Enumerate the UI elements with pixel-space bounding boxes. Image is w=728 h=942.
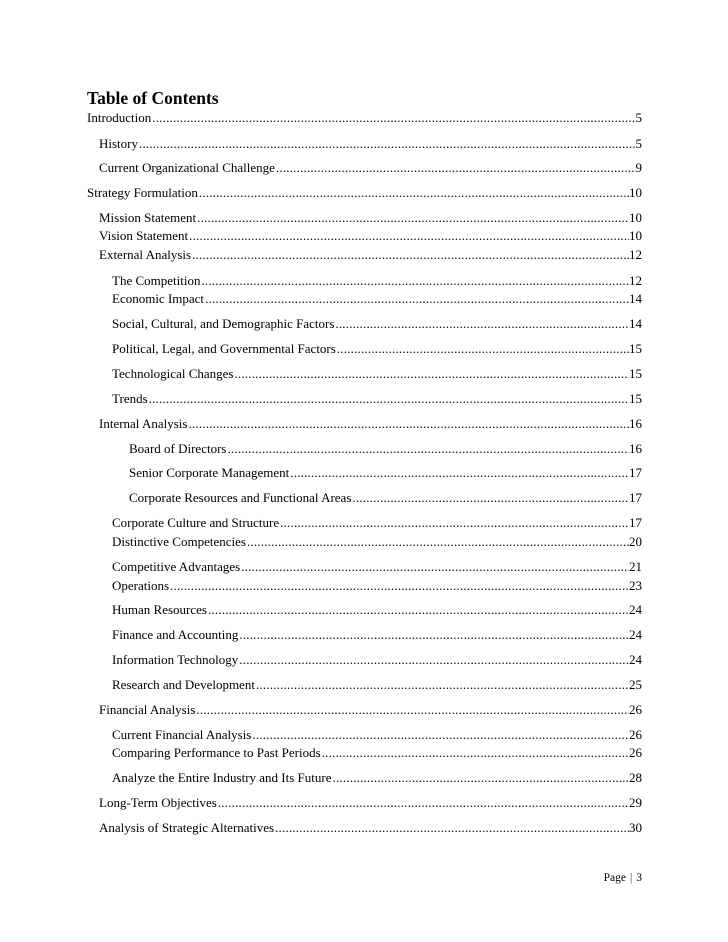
toc-entry-page: 5 <box>635 136 642 151</box>
leader-dots <box>276 160 636 176</box>
toc-entry-page: 5 <box>635 110 642 125</box>
leader-dots <box>208 602 629 618</box>
toc-entry-label: Board of Directors <box>129 441 227 456</box>
toc-entry-page: 17 <box>629 490 642 505</box>
toc-entry-label: Human Resources <box>112 602 207 617</box>
leader-dots <box>335 316 629 332</box>
toc-entry-distinctive-competencies[interactable] <box>112 534 642 550</box>
leader-dots <box>234 366 629 382</box>
toc-entry-page: 12 <box>629 247 642 262</box>
toc-entry-label: External Analysis <box>99 247 192 262</box>
toc-entry-comparing-performance[interactable] <box>112 745 642 761</box>
toc-entry-label: Current Organizational Challenge <box>99 160 275 175</box>
toc-entry-information-technology[interactable] <box>112 652 642 668</box>
toc-entry-page: 26 <box>629 727 642 742</box>
leader-dots <box>199 185 629 201</box>
toc-entry-history[interactable] <box>99 136 642 152</box>
toc-entry-page: 15 <box>629 391 642 406</box>
toc-entry-label: Economic Impact <box>112 291 205 306</box>
leader-dots <box>352 490 629 506</box>
toc-entry-page: 17 <box>629 465 642 480</box>
toc-entry-internal-analysis[interactable] <box>99 416 642 432</box>
leader-dots <box>241 559 629 575</box>
toc-entry-page: 30 <box>629 820 642 835</box>
toc-entry-label: Research and Development <box>112 677 255 692</box>
toc-entry-competitive-advantages[interactable] <box>112 559 642 575</box>
toc-entry-vision-statement[interactable] <box>99 228 642 244</box>
toc-entry-label: Introduction <box>87 110 152 125</box>
leader-dots <box>247 534 629 550</box>
toc-entry-page: 9 <box>635 160 642 175</box>
toc-entry-strategic-alternatives[interactable] <box>99 820 642 836</box>
leader-dots <box>192 247 629 263</box>
toc-entry-social-cultural-demographic[interactable] <box>112 316 642 332</box>
leader-dots <box>252 727 629 743</box>
toc-entry-economic-impact[interactable] <box>112 291 642 307</box>
toc-entry-mission-statement[interactable] <box>99 210 642 226</box>
toc-entry-corporate-culture[interactable] <box>112 515 642 531</box>
toc-entry-label: History <box>99 136 138 151</box>
toc-entry-label: Analyze the Entire Industry and Its Future <box>112 770 332 785</box>
toc-entry-page: 15 <box>629 341 642 356</box>
leader-dots <box>196 702 629 718</box>
leader-dots <box>205 291 629 307</box>
leader-dots <box>227 441 629 457</box>
leader-dots <box>201 273 629 289</box>
toc-entry-label: The Competition <box>112 273 201 288</box>
toc-entry-research-and-development[interactable] <box>112 677 642 693</box>
toc-entry-board-of-directors[interactable] <box>129 441 642 457</box>
toc-entry-trends[interactable] <box>112 391 642 407</box>
leader-dots <box>290 465 629 481</box>
leader-dots <box>322 745 629 761</box>
toc-entry-label: Analysis of Strategic Alternatives <box>99 820 275 835</box>
toc-entry-current-financial-analysis[interactable] <box>112 727 642 743</box>
toc-entry-page: 26 <box>629 702 642 717</box>
toc-entry-label: Social, Cultural, and Demographic Factors <box>112 316 335 331</box>
toc-entry-label: Corporate Culture and Structure <box>112 515 280 530</box>
toc-entry-human-resources[interactable] <box>112 602 642 618</box>
toc-entry-page: 28 <box>629 770 642 785</box>
toc-entry-the-competition[interactable] <box>112 273 642 289</box>
toc-entry-page: 25 <box>629 677 642 692</box>
toc-entry-page: 14 <box>629 291 642 306</box>
toc-entry-page: 20 <box>629 534 642 549</box>
toc-entry-label: Operations <box>112 578 170 593</box>
toc-entry-external-analysis[interactable] <box>99 247 642 263</box>
toc-entry-analyze-entire-industry[interactable] <box>112 770 642 786</box>
toc-entry-finance-and-accounting[interactable] <box>112 627 642 643</box>
toc-entry-page: 23 <box>629 578 642 593</box>
toc-entry-page: 16 <box>629 441 642 456</box>
toc-entry-label: Information Technology <box>112 652 239 667</box>
toc-entry-long-term-objectives[interactable] <box>99 795 642 811</box>
toc-entry-label: Trends <box>112 391 148 406</box>
footer-page-label: Page <box>603 872 626 884</box>
toc-entry-label: Long-Term Objectives <box>99 795 217 810</box>
toc-entry-financial-analysis[interactable] <box>99 702 642 718</box>
toc-entry-label: Mission Statement <box>99 210 197 225</box>
toc-entry-label: Finance and Accounting <box>112 627 239 642</box>
toc-entry-page: 14 <box>629 316 642 331</box>
toc-entry-page: 24 <box>629 652 642 667</box>
leader-dots <box>337 341 629 357</box>
toc-entry-label: Vision Statement <box>99 228 189 243</box>
toc-title: Table of Contents <box>87 88 219 108</box>
toc-entry-page: 26 <box>629 745 642 760</box>
toc-entry-page: 21 <box>629 559 642 574</box>
toc-entry-label: Comparing Performance to Past Periods <box>112 745 321 760</box>
toc-entry-label: Current Financial Analysis <box>112 727 252 742</box>
leader-dots <box>152 110 635 126</box>
toc-entry-label: Technological Changes <box>112 366 234 381</box>
leader-dots <box>149 391 629 407</box>
leader-dots <box>139 136 636 152</box>
leader-dots <box>256 677 629 693</box>
toc-entry-label: Distinctive Competencies <box>112 534 246 549</box>
toc-entry-current-organizational-challenge[interactable] <box>99 160 642 176</box>
leader-dots <box>197 210 629 226</box>
leader-dots <box>239 652 629 668</box>
footer-separator: | <box>629 872 633 884</box>
toc-entry-label: Competitive Advantages <box>112 559 241 574</box>
leader-dots <box>170 578 629 594</box>
toc-entry-label: Political, Legal, and Governmental Factors <box>112 341 336 356</box>
toc-entry-page: 10 <box>629 228 642 243</box>
toc-entry-page: 29 <box>629 795 642 810</box>
toc-entry-label: Financial Analysis <box>99 702 196 717</box>
toc-entry-label: Senior Corporate Management <box>129 465 290 480</box>
toc-entry-technological-changes[interactable] <box>112 366 642 382</box>
toc-entry-label: Corporate Resources and Functional Areas <box>129 490 352 505</box>
toc-entry-page: 10 <box>629 185 642 200</box>
toc-entry-page: 24 <box>629 602 642 617</box>
toc-entry-political-legal-governmental[interactable] <box>112 341 642 357</box>
toc-entry-page: 15 <box>629 366 642 381</box>
footer-page-number: 3 <box>636 872 642 884</box>
page-footer <box>604 871 642 885</box>
leader-dots <box>275 820 629 836</box>
toc-entry-operations[interactable] <box>112 578 642 594</box>
toc-entry-page: 12 <box>629 273 642 288</box>
toc-entry-corporate-resources[interactable] <box>129 490 642 506</box>
leader-dots <box>280 515 629 531</box>
toc-entry-page: 10 <box>629 210 642 225</box>
toc-entry-page: 16 <box>629 416 642 431</box>
leader-dots <box>218 795 629 811</box>
toc-entry-strategy-formulation[interactable] <box>87 185 642 201</box>
toc-entry-label: Strategy Formulation <box>87 185 198 200</box>
toc-entry-label: Internal Analysis <box>99 416 188 431</box>
leader-dots <box>188 416 629 432</box>
toc-entry-introduction[interactable] <box>87 110 642 126</box>
leader-dots <box>189 228 629 244</box>
toc-entry-page: 17 <box>629 515 642 530</box>
leader-dots <box>333 770 630 786</box>
toc-entry-senior-corporate-management[interactable] <box>129 465 642 481</box>
toc-entry-page: 24 <box>629 627 642 642</box>
leader-dots <box>239 627 629 643</box>
